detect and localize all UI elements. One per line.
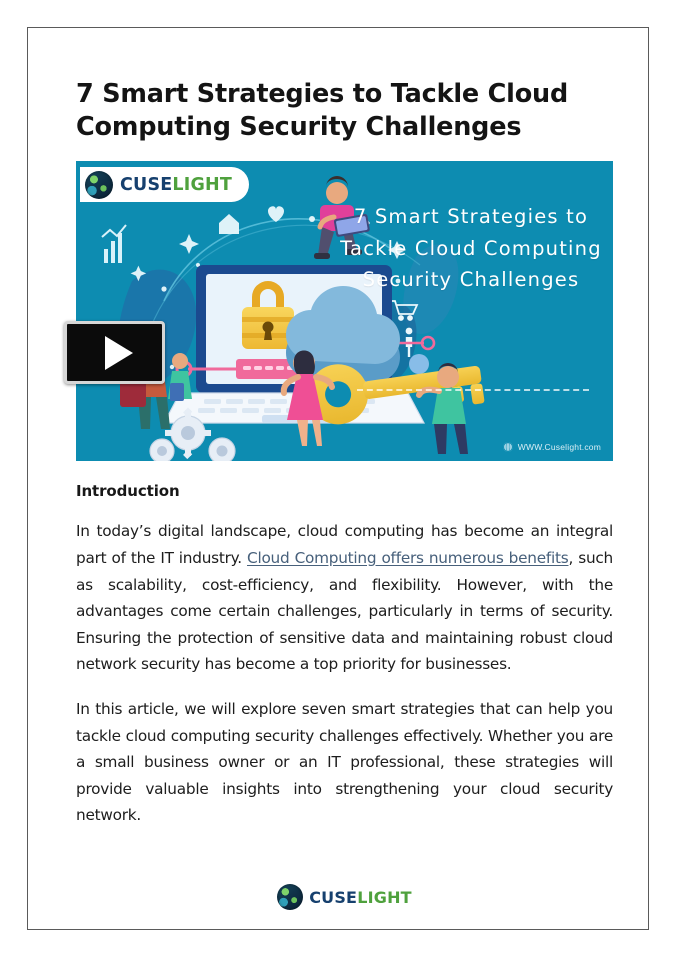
banner-logo: [80, 167, 249, 202]
banner-image: [76, 161, 613, 461]
banner-headline: 7 Smart Strategies to Tackle Cloud Computing Security Challenges: [340, 205, 602, 292]
logo-word-secondary: LIGHT: [172, 174, 233, 195]
page-title: 7 Smart Strategies to Tackle Cloud Computing Security Challenges: [76, 79, 569, 143]
logo-word-primary: CUSE: [120, 174, 173, 195]
video-banner[interactable]: [76, 161, 613, 461]
paragraph-1: [76, 518, 613, 678]
globe-logo-icon: [85, 171, 113, 199]
footer-logo-text: [309, 888, 412, 907]
banner-headline-divider: [357, 389, 589, 391]
banner-watermark: [503, 442, 601, 452]
logo-word-secondary: LIGHT: [357, 887, 412, 907]
globe-icon: [503, 442, 513, 452]
globe-logo-icon: [277, 884, 303, 910]
cloud-computing-benefits-link[interactable]: Cloud Computing offers numerous benefits: [247, 548, 569, 567]
logo-word-primary: CUSE: [309, 887, 358, 907]
page-content: [76, 78, 614, 907]
video-play-button[interactable]: [64, 321, 165, 384]
paragraph-1-text-before: In today’s digital landscape, cloud computing has become an integral part of the IT industry.: [76, 522, 613, 567]
section-heading: Introduction: [76, 482, 180, 501]
play-triangle-icon: [105, 336, 133, 370]
footer-logo: [76, 884, 613, 910]
watermark-text: WWW.Cuselight.com: [517, 442, 601, 453]
banner-logo-text: [120, 175, 232, 195]
paragraph-1-text-after: , such as scalability, cost-efficiency, and flexibility. However, with the advantages come certain challenges, particularly in terms of security. Ensuring the protection of sensitive data and maintaining robust cloud network security has become a top priority for businesses.: [76, 548, 614, 674]
paragraph-2: In this article, we will explore seven smart strategies that can help you tackle cloud computing security challenges effectively. Whether you are a small business owner or an IT professional, these strategies will provide valuable insights into strengthening your cloud security network.: [76, 699, 613, 825]
